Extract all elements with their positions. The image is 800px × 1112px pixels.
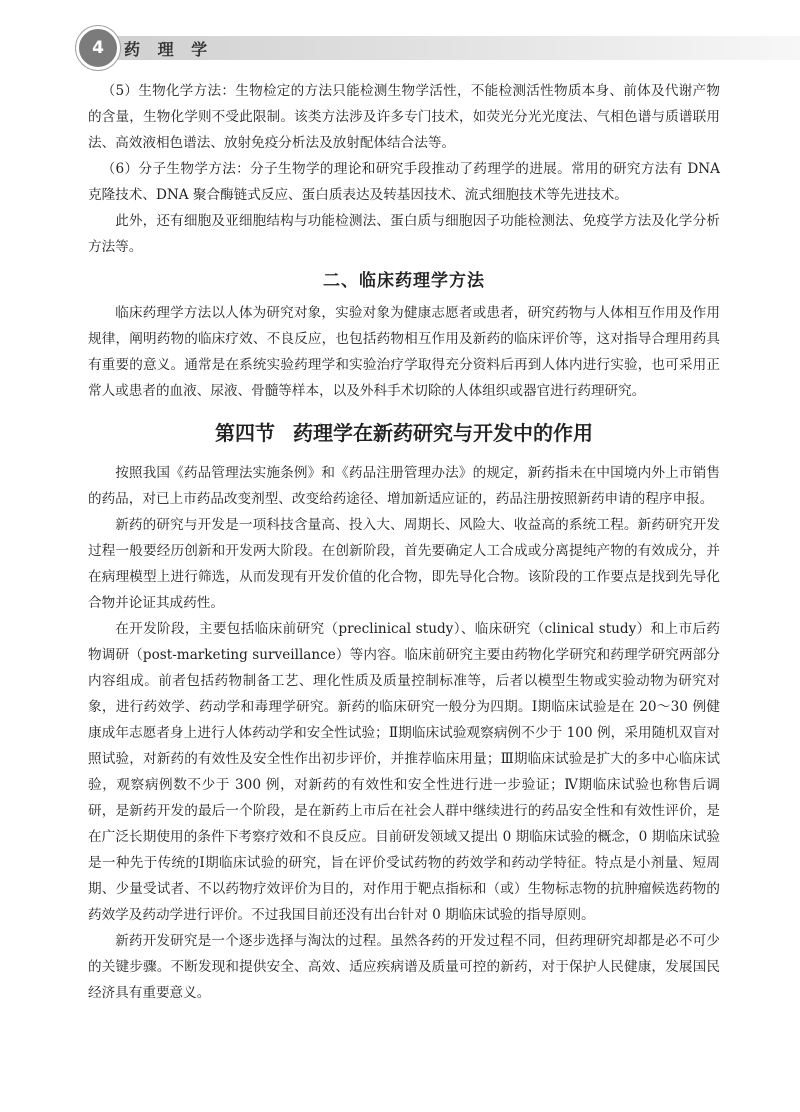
paragraph-biochemical-methods: （5）生物化学方法：生物检定的方法只能检测生物学活性，不能检测活性物质本身、前体及代谢产物的含量，生物化学则不受此限制。该类方法涉及许多专门技术，如荧光分光光度法、气相色谱与质谱联用法、高效液相色谱法、放射免疫分析法及放射配体结合法等。 — [88, 83, 720, 151]
section-title: 药理学在新药研究与开发中的作用 — [293, 421, 593, 445]
section-heading — [88, 418, 720, 448]
paragraph-clinical-pharmacology: 临床药理学方法以人体为研究对象，实验对象为健康志愿者或患者，研究药物与人体相互作用及作用规律，阐明药物的临床疗效、不良反应，也包括药物相互作用及新药的临床评价等，这对指导合理用药具有重要的意义。通常是在系统实验药理学和实验治疗学取得充分资料后再到人体内进行实验，也可采用正常人或患者的血液、尿液、骨髓等样本，以及外科手术切除的人体组织或器官进行药理研究。 — [88, 305, 720, 399]
page-content — [88, 78, 720, 1006]
section-number: 第四节 — [215, 421, 275, 445]
paragraph-development-stage: 在开发阶段，主要包括临床前研究（preclinical study）、临床研究（clinical study）和上市后药物调研（post-marketing surveillance）等内容。临床前研究主要由药物化学研究和药理学研究两部分内容组成。前者包括药物制备工艺、理化性质及质量控制标准等，后者以模型生物或实验动物为研究对象，进行药效学、药动学和毒理学研究。新药的临床研究一般分为四期。Ⅰ期临床试验是在 20～30 例健康成年志愿者身上进行人体药动学和安全性试验；Ⅱ期临床试验观察病例不少于 100 例，采用随机双盲对照试验，对新药的有效性及安全性作出初步评价，并推荐临床用量；Ⅲ期临床试验是扩大的多中心临床试验，观察病例数不少于 300 例，对新药的有效性和安全性进行进一步验证；Ⅳ期临床试验也称售后调研，是新药开发的最后一个阶段，是在新药上市后在社会人群中继续进行的药品安全性和有效性评价，是在广泛长期使用的条件下考察疗效和不良反应。目前研发领域又提出 0 期临床试验的概念，0 期临床试验是一种先于传统的Ⅰ期临床试验的研究，旨在评价受试药物的药效学和药动学特征。特点是小剂量、短周期、少量受试者、不以药物疗效评价为目的，对作用于靶点指标和（或）生物标志物的抗肿瘤候选药物的药效学及药动学进行评价。不过我国目前还没有出台针对 0 期临床试验的指导原则。 — [88, 621, 720, 923]
page-number: 4 — [76, 26, 120, 70]
page-header — [0, 0, 800, 70]
paragraph-molecular-biology-methods: （6）分子生物学方法：分子生物学的理论和研究手段推动了药理学的进展。常用的研究方法有 DNA 克隆技术、DNA 聚合酶链式反应、蛋白质表达及转基因技术、流式细胞技术等先进技术。 — [88, 161, 720, 203]
paragraph-new-drug-definition: 按照我国《药品管理法实施条例》和《药品注册管理办法》的规定，新药指未在中国境内外上市销售的药品，对已上市药品改变剂型、改变给药途径、增加新适应证的，药品注册按照新药申请的程序申报。 — [88, 465, 720, 507]
paragraph-research-development: 新药的研究与开发是一项科技含量高、投入大、周期长、风险大、收益高的系统工程。新药研究开发过程一般要经历创新和开发两大阶段。在创新阶段，首先要确定人工合成或分离提纯产物的有效成分，并在病理模型上进行筛选，从而发现有开发价值的化合物，即先导化合物。该阶段的工作要点是找到先导化合物并论证其成药性。 — [88, 517, 720, 611]
subsection-title: 二、临床药理学方法 — [323, 271, 485, 291]
book-title: 药 理 学 — [124, 40, 214, 59]
paragraph-other-methods: 此外，还有细胞及亚细胞结构与功能检测法、蛋白质与细胞因子功能检测法、免疫学方法及化学分析方法等。 — [88, 213, 720, 255]
paragraph-conclusion: 新药开发研究是一个逐步选择与淘汰的过程。虽然各药的开发过程不同，但药理研究却都是必不可少的关键步骤。不断发现和提供安全、高效、适应疾病谱及质量可控的新药，对于保护人民健康，发展国民经济具有重要意义。 — [88, 933, 720, 1001]
